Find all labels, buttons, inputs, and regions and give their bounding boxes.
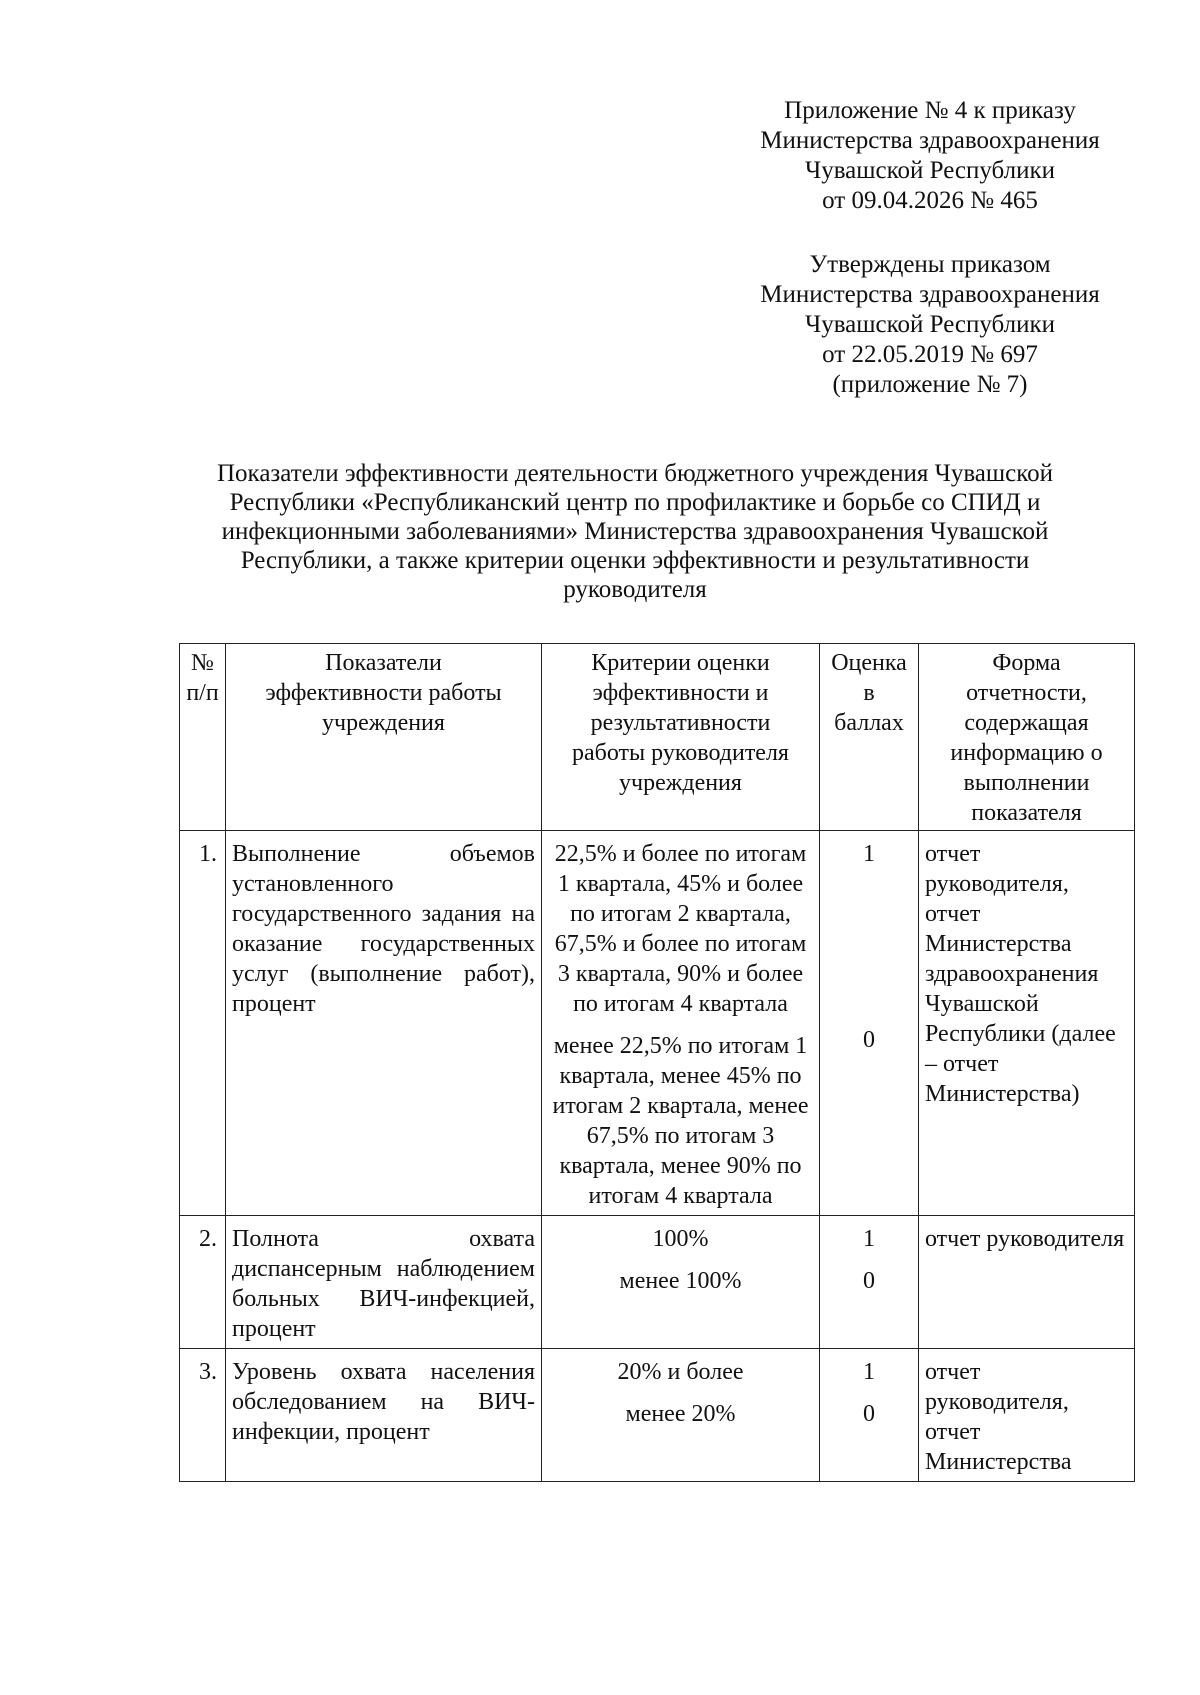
row-indicator: Уровень охвата населения обследованием на ВИЧ-инфекции, процент <box>226 1349 542 1482</box>
indicators-table <box>179 643 1135 1482</box>
criteria-item: 20% и более <box>617 1359 744 1385</box>
header-form: Форма отчетности, содержащая информацию о выполнении показателя <box>919 644 1135 831</box>
row-criteria <box>542 831 820 1216</box>
approval-block <box>740 250 1120 400</box>
table-header-row <box>180 644 1135 831</box>
score-value: 1 <box>863 1359 875 1385</box>
criteria-item: менее 100% <box>619 1268 742 1294</box>
approval-line: Утверждены приказом <box>809 251 1051 278</box>
document-title <box>200 459 1070 604</box>
header-criteria: Критерии оценки эффективности и результативности работы руководителя учреждения <box>542 644 820 831</box>
table-row <box>180 1216 1135 1349</box>
score-value: 0 <box>863 1027 875 1053</box>
title-line: Республики «Республиканский центр по профилактике и борьбе со СПИД и <box>229 489 1041 516</box>
row-report-form: отчет руководителя, отчет Министерства здравоохранения Чувашской Республики (далее – отчет Министерства) <box>919 831 1135 1216</box>
row-report-form: отчет руководителя <box>919 1216 1135 1349</box>
row-criteria <box>542 1349 820 1482</box>
title-line: руководителя <box>563 576 707 603</box>
row-number: 1. <box>180 831 226 1216</box>
approval-line: (приложение № 7) <box>832 371 1028 398</box>
header-indicator: Показатели эффективности работы учреждения <box>226 644 542 831</box>
criteria-item: 22,5% и более по итогам 1 квартала, 45% и более по итогам 2 квартала, 67,5% и более по итогам 3 квартала, 90% и более по итогам 4 квартала <box>554 841 807 1017</box>
header-score: Оценка в баллах <box>820 644 919 831</box>
row-criteria <box>542 1216 820 1349</box>
row-report-form: отчет руководителя, отчет Министерства <box>919 1349 1135 1482</box>
score-value: 0 <box>863 1268 875 1294</box>
title-line: инфекционными заболеваниями» Министерства здравоохранения Чувашской <box>221 518 1049 545</box>
attachment-line: от 09.04.2026 № 465 <box>822 187 1038 214</box>
attachment-line: Министерства здравоохранения <box>760 127 1100 154</box>
criteria-item: менее 22,5% по итогам 1 квартала, менее 45% по итогам 2 квартала, менее 67,5% по итогам 3 квартала, менее 90% по итогам 4 квартала <box>552 1033 809 1209</box>
criteria-item: 100% <box>652 1226 709 1252</box>
row-indicator: Полнота охвата диспансерным наблюдением больных ВИЧ-инфекцией, процент <box>226 1216 542 1349</box>
attachment-line: Приложение № 4 к приказу <box>784 97 1076 124</box>
attachment-block <box>740 96 1120 216</box>
criteria-item: менее 20% <box>625 1401 736 1427</box>
approval-line: Министерства здравоохранения <box>760 281 1100 308</box>
row-number: 3. <box>180 1349 226 1482</box>
title-line: Показатели эффективности деятельности бюджетного учреждения Чувашской <box>217 460 1053 487</box>
row-scores <box>820 1216 919 1349</box>
approval-line: Чувашской Республики <box>804 311 1056 338</box>
table-row <box>180 1349 1135 1482</box>
title-line: Республики, а также критерии оценки эффективности и результативности <box>240 547 1030 574</box>
score-value: 1 <box>863 841 875 867</box>
approval-line: от 22.05.2019 № 697 <box>822 341 1038 368</box>
row-number: 2. <box>180 1216 226 1349</box>
score-value: 0 <box>863 1401 875 1427</box>
row-indicator: Выполнение объемов установленного государственного задания на оказание государственных услуг (выполнение работ), процент <box>226 831 542 1216</box>
attachment-line: Чувашской Республики <box>804 157 1056 184</box>
header-num: № п/п <box>180 644 226 831</box>
table-row <box>180 831 1135 1216</box>
row-scores <box>820 1349 919 1482</box>
score-value: 1 <box>863 1226 875 1252</box>
row-scores <box>820 831 919 1216</box>
